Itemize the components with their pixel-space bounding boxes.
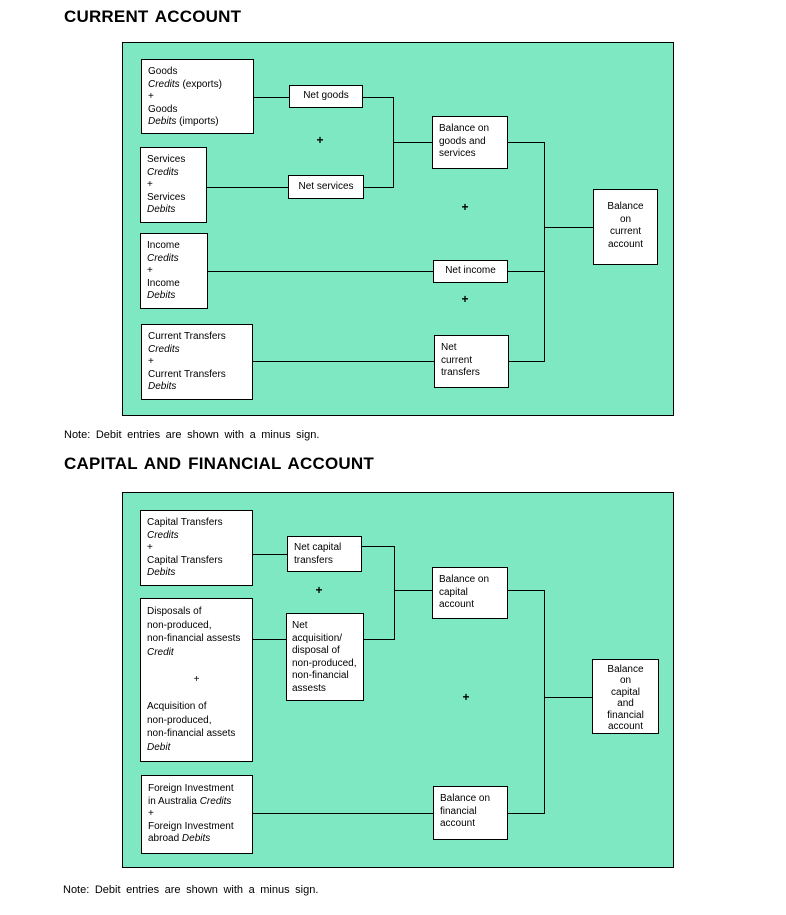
services-credits-debits-box: Services Credits + Services Debits <box>140 147 207 223</box>
balance-financial-account-box: Balance on financial account <box>433 786 508 840</box>
connector-line <box>394 590 432 591</box>
balance-goods-services-box: Balance on goods and services <box>432 116 508 169</box>
disposals-acquisition-box: Disposals of non-produced, non-financial assests Credit + Acquisition of non-produced, non-financial assets Debit <box>140 598 253 762</box>
balance-capital-financial-account-box: Balance on capital and financial account <box>592 659 659 734</box>
note-capital-financial-account: Note: Debit entries are shown with a minus sign. <box>63 884 319 896</box>
connector-line <box>253 554 287 555</box>
connector-line <box>253 639 286 640</box>
connector-line <box>394 546 395 640</box>
net-acquisition-disposal-box: Net acquisition/ disposal of non-produced, non-financial assests <box>286 613 364 701</box>
capital-financial-account-diagram <box>122 492 674 868</box>
connector-line <box>362 546 394 547</box>
connector-line <box>508 271 544 272</box>
connector-line <box>509 361 544 362</box>
connector-line <box>393 142 432 143</box>
connector-line <box>544 227 593 228</box>
connector-line <box>364 639 394 640</box>
connector-line <box>254 97 289 98</box>
connector-line <box>253 361 434 362</box>
section-title-current-account: CURRENT ACCOUNT <box>64 7 242 26</box>
connector-line <box>508 142 544 143</box>
income-credits-debits-box: Income Credits + Income Debits <box>140 233 208 309</box>
plus-sign: + <box>461 292 469 306</box>
net-income-box: Net income <box>433 260 508 283</box>
connector-line <box>253 813 433 814</box>
connector-line <box>544 590 545 814</box>
connector-line <box>508 813 544 814</box>
net-current-transfers-box: Net current transfers <box>434 335 509 388</box>
current-account-diagram <box>122 42 674 416</box>
note-current-account: Note: Debit entries are shown with a minus sign. <box>64 429 320 441</box>
plus-sign: + <box>461 200 469 214</box>
section-title-capital-financial-account: CAPITAL AND FINANCIAL ACCOUNT <box>64 454 374 473</box>
capital-transfers-box: Capital Transfers Credits + Capital Transfers Debits <box>140 510 253 586</box>
net-services-box: Net services <box>288 175 364 199</box>
connector-line <box>208 271 433 272</box>
goods-credits-debits-box: Goods Credits (exports) + Goods Debits (imports) <box>141 59 254 134</box>
connector-line <box>207 187 288 188</box>
current-transfers-box: Current Transfers Credits + Current Transfers Debits <box>141 324 253 400</box>
connector-line <box>508 590 544 591</box>
net-capital-transfers-box: Net capital transfers <box>287 536 362 572</box>
plus-sign: + <box>462 690 470 704</box>
connector-line <box>544 142 545 362</box>
net-goods-box: Net goods <box>289 85 363 108</box>
plus-sign: + <box>316 133 324 147</box>
connector-line <box>363 97 393 98</box>
connector-line <box>544 697 592 698</box>
connector-line <box>364 187 393 188</box>
foreign-investment-box: Foreign Investment in Australia Credits + Foreign Investment abroad Debits <box>141 775 253 854</box>
plus-sign: + <box>315 583 323 597</box>
balance-capital-account-box: Balance on capital account <box>432 567 508 619</box>
balance-current-account-box: Balance on current account <box>593 189 658 265</box>
